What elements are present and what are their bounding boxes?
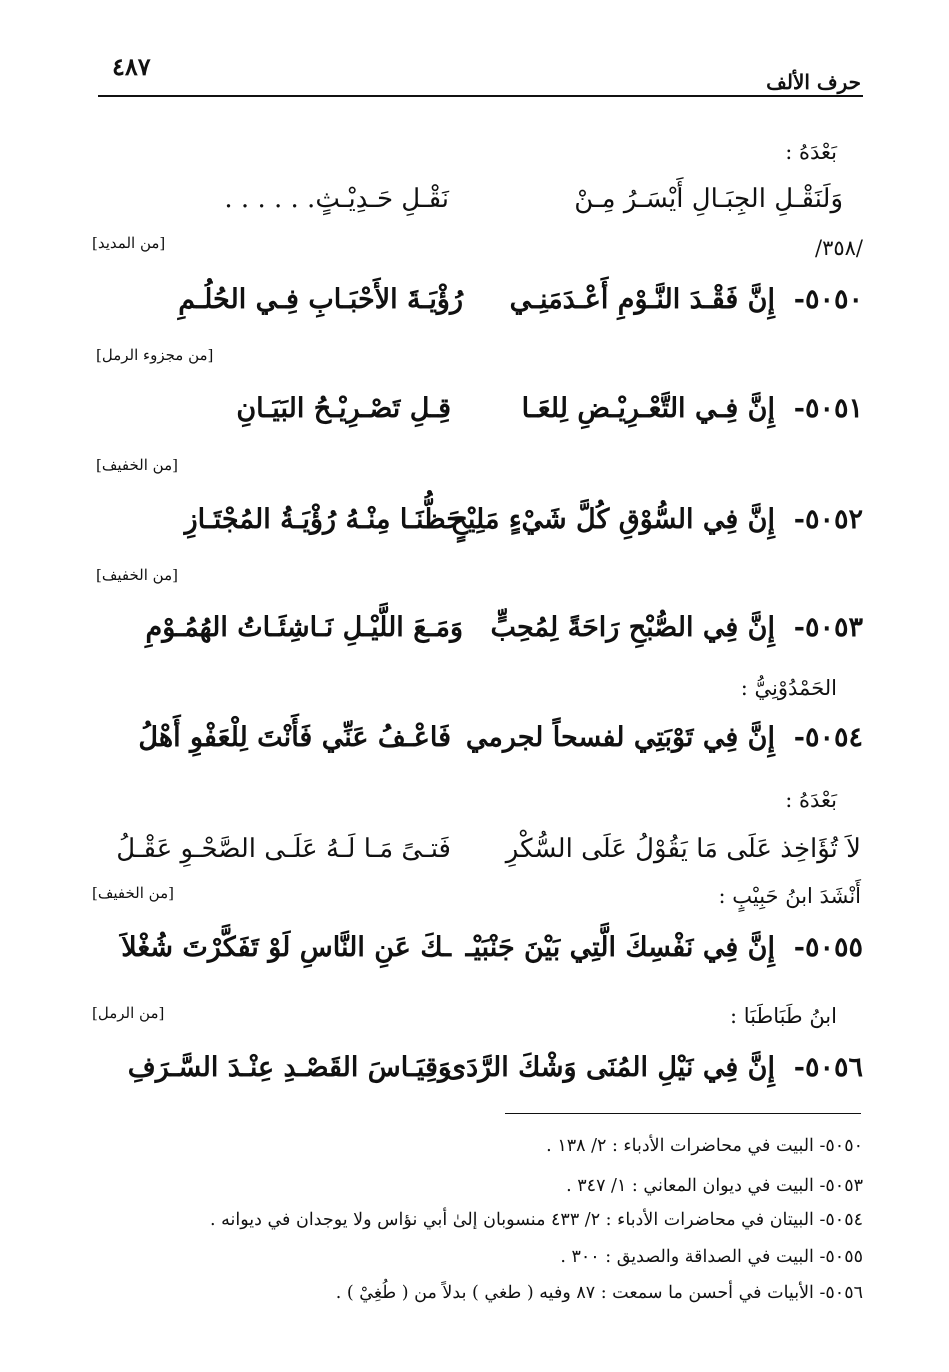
footnote: ٥٠٥٠- البيت في محاضرات الأدباء : ٢/ ١٣٨ .	[546, 1136, 863, 1156]
meter-label: [من المديد]	[92, 234, 166, 252]
header-divider	[98, 95, 863, 97]
intro-line: بَعْدَهُ :	[785, 140, 837, 164]
meter-label: [من الخفيف]	[96, 566, 178, 584]
verse-number: ٥٠٥٢-	[793, 504, 863, 535]
source-reference: /٣٥٨/	[815, 236, 863, 260]
poet-attribution: الحَمْدُوْنِيُّ :	[740, 676, 837, 700]
hemistich-second: ـكَ عَنِ النَّاسِ لَوْ تَفَكَّرْتَ شُغْلاَ	[121, 932, 451, 963]
hemistich-first: إِنَّ فِي السُّوْقِ كُلَّ شَيْءٍ مَلِيْحٍ	[450, 504, 775, 535]
hemistich-second: فَتـىً مَـا لَـهُ عَلَـى الصَّحْـوِ عَقْـلُ	[116, 834, 451, 864]
verse-number: ٥٠٥١-	[793, 393, 863, 424]
verse-number: ٥٠٥٤-	[793, 722, 863, 753]
hemistich-second: رُؤْيَـةَ الأَحْبَـابِ فِـي الحُلُـمِ	[178, 284, 463, 315]
footnote: ٥٠٥٦- الأبيات في أحسن ما سمعت : ٨٧ وفيه ( طغي ) بدلاً من ( طُغِيْ ) .	[335, 1283, 863, 1303]
meter-label: [من الخفيف]	[92, 884, 174, 902]
verse-number: ٥٠٥٦-	[793, 1052, 863, 1083]
running-header-title: حرف الألف	[766, 70, 861, 94]
hemistich-second: حَظُّنَـا مِنْـهُ رُؤْيَـةُ المُجْتَـازِ	[184, 504, 463, 535]
verse-number: ٥٠٥٣-	[793, 612, 863, 643]
hemistich-first: لاَ تُؤَاخِذ عَلَى مَا يَقُوْلُ عَلَى السُّكْرِ	[505, 834, 861, 864]
footnote-divider	[505, 1113, 861, 1114]
poet-attribution: ابنُ طَبَاطَبَا :	[730, 1004, 837, 1028]
meter-label: [من مجزوء الرمل]	[96, 346, 214, 364]
hemistich-second: وَقِيَـاسَ القَصْـدِ عِنْـدَ السَّـرَفِ	[127, 1052, 451, 1083]
hemistich-first: إِنَّ فِي نَيْلِ المُنَى وَشْكَ الرَّدَى	[444, 1052, 775, 1083]
meter-label: [من الرمل]	[92, 1004, 165, 1022]
hemistich-first: إِنَّ فِي تَوْبَتِي لفسحاً لجرمي	[465, 722, 775, 753]
hemistich-second: نَقْـلِ حَـدِيْـثٍ. . . . . .	[224, 184, 449, 214]
hemistich-first: إِنَّ فِي الصُّبْحِ رَاحَةً لِمُحِبٍّ	[490, 612, 775, 643]
verse-number: ٥٠٥٥-	[793, 932, 863, 963]
hemistich-second: وَمَـعَ اللَّيْـلِ نَـاشِئَـاتُ الهُمُـوْمِ	[145, 612, 463, 643]
page-number: ٤٨٧	[112, 52, 151, 81]
footnote: ٥٠٥٤- البيتان في محاضرات الأدباء : ٢/ ٤٣٣ منسوبان إلىٰ أبي نؤاس ولا يوجدان في ديوانه .	[209, 1210, 863, 1230]
meter-label: [من الخفيف]	[96, 456, 178, 474]
hemistich-second: قِـلِ تَصْـرِيْـحُ البَيَـانِ	[236, 393, 451, 424]
hemistich-first: إِنَّ فَقْـدَ النَّـوْمِ أَعْـدَمَنِـي	[509, 284, 775, 315]
footnote: ٥٠٥٥- البيت في الصداقة والصديق : ٣٠٠ .	[560, 1247, 863, 1267]
hemistich-first: إِنَّ فِي نَفْسِكَ الَّتِي بَيْنَ جَنْبَيْـ	[465, 932, 775, 963]
verse-number: ٥٠٥٠-	[793, 284, 863, 315]
footnote: ٥٠٥٣- البيت في ديوان المعاني : ١/ ٣٤٧ .	[566, 1176, 863, 1196]
poet-attribution: أَنْشَدَ ابنُ حَبِيْبٍ :	[718, 884, 861, 908]
hemistich-second: فَاعْـفُ عَنِّي فَأَنْتَ لِلْعَفْوِ أَهْلُ	[138, 722, 451, 753]
hemistich-first: وَلَنَقْـلِ الجِبَـالِ أَيْسَـرُ مِـنْ	[574, 184, 843, 214]
intro-line: بَعْدَهُ :	[785, 788, 837, 812]
hemistich-first: إِنَّ فِـي التَّعْـرِيْـضِ لِلعَـا	[521, 393, 775, 424]
